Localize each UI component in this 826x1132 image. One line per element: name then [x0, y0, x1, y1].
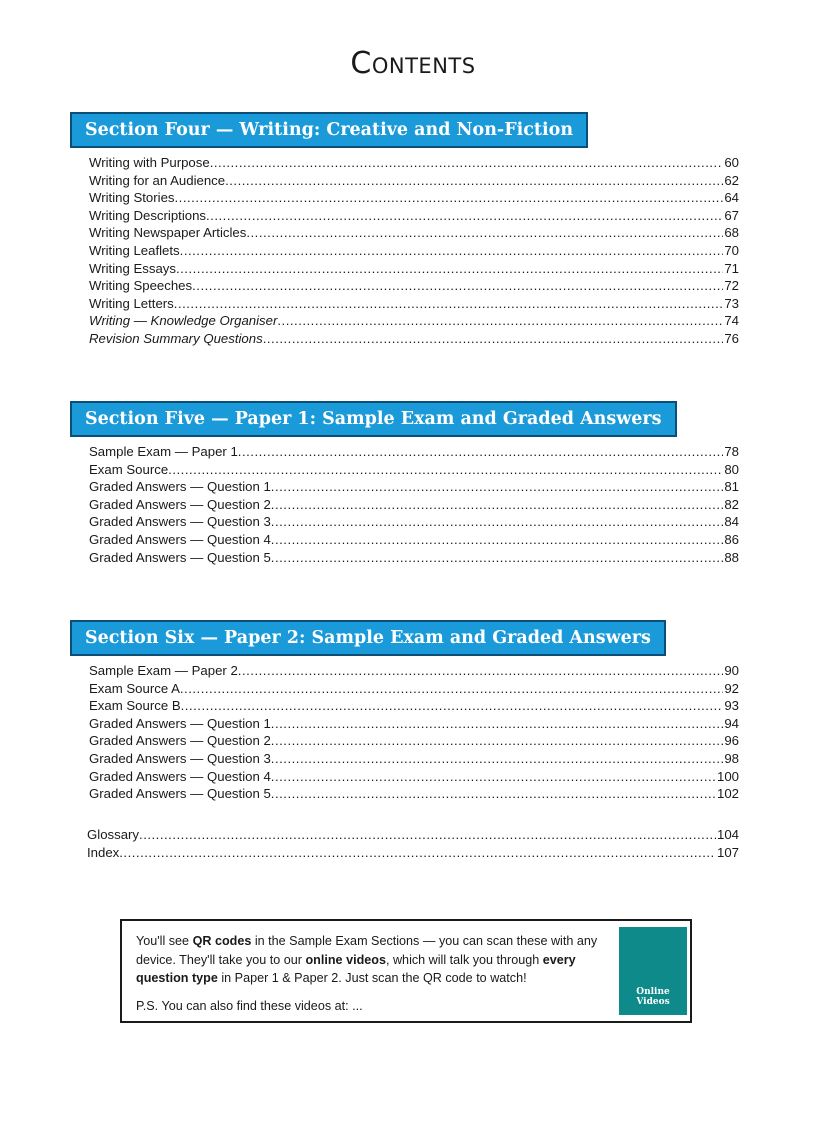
toc-entries	[70, 443, 739, 566]
dot-leader	[168, 461, 723, 479]
toc-entry-label: Writing Speeches	[89, 278, 193, 294]
toc-entry-page: 93	[724, 698, 739, 714]
toc-entry-page: 76	[724, 330, 739, 346]
online-videos-emphasis: online videos	[305, 952, 386, 967]
info-text-part: in Paper 1 & Paper 2. Just scan the QR code to watch!	[217, 971, 527, 985]
dot-leader	[139, 826, 716, 844]
toc-entry-label: Graded Answers — Question 3	[89, 750, 271, 766]
online-videos-label	[619, 987, 687, 1007]
dot-leader	[181, 697, 724, 715]
toc-entry-label: Writing Essays	[89, 260, 176, 276]
toc-entry-label: Glossary	[87, 827, 140, 842]
toc-entry-page: 88	[724, 549, 739, 565]
toc-entry-page: 86	[724, 531, 739, 547]
toc-entry-page: 71	[724, 260, 739, 276]
toc-entry[interactable]	[89, 312, 739, 330]
toc-entry-page: 96	[724, 733, 739, 749]
toc-entry[interactable]	[89, 715, 739, 733]
toc-entry-label: Exam Source B	[89, 698, 181, 714]
toc-entry-page: 67	[724, 207, 739, 223]
toc-entry-page: 78	[724, 444, 739, 459]
dot-leader	[175, 189, 724, 207]
dot-leader	[180, 680, 723, 698]
info-text-part: in the Sample Exam Sections — you can scan these with any device. They'll take you to our	[136, 934, 598, 967]
dot-leader	[271, 513, 724, 531]
section-heading: Section Five — Paper 1: Sample Exam and Graded Answers	[70, 401, 677, 437]
toc-entry[interactable]	[89, 189, 739, 207]
dot-leader	[206, 207, 723, 225]
toc-entry[interactable]	[89, 662, 739, 680]
toc-entry-page: 60	[724, 155, 739, 170]
toc-entry-label: Graded Answers — Question 5	[89, 549, 271, 565]
toc-entry-label: Graded Answers — Question 4	[89, 768, 271, 784]
qr-codes-emphasis: QR codes	[192, 934, 252, 948]
toc-entry[interactable]	[89, 513, 739, 531]
toc-entry-page: 94	[724, 715, 739, 731]
video-label-line: Online	[636, 987, 670, 997]
toc-entry[interactable]	[89, 549, 739, 567]
section-five	[70, 401, 739, 566]
dot-leader	[271, 768, 716, 786]
toc-entry-label: Graded Answers — Question 2	[89, 733, 271, 749]
toc-entry-label: Revision Summary Questions	[89, 330, 263, 346]
toc-entry[interactable]	[89, 531, 739, 549]
toc-entry-page: 107	[716, 844, 739, 860]
toc-entry[interactable]	[89, 732, 739, 750]
dot-leader	[271, 496, 724, 514]
info-text-part: You'll see	[136, 934, 193, 948]
toc-entry-label: Writing for an Audience	[89, 172, 226, 188]
toc-entry-label: Writing Stories	[89, 190, 175, 206]
dot-leader	[271, 478, 724, 496]
toc-entry-label: Exam Source A	[89, 680, 180, 696]
toc-entry-page: 92	[724, 680, 739, 696]
toc-entry-label: Writing Descriptions	[89, 207, 207, 223]
dot-leader	[238, 443, 724, 461]
toc-entry[interactable]	[89, 172, 739, 190]
toc-entries	[70, 662, 739, 803]
toc-entry-label: Sample Exam — Paper 2	[89, 663, 238, 678]
section-heading: Section Six — Paper 2: Sample Exam and Graded Answers	[70, 620, 666, 656]
toc-entry-page: 81	[724, 479, 739, 495]
toc-entry-page: 104	[716, 827, 739, 842]
dot-leader	[192, 277, 723, 295]
toc-entry-label: Writing Newspaper Articles	[89, 225, 247, 241]
question-type-emphasis: every question type	[136, 952, 576, 985]
toc-entry[interactable]	[89, 785, 739, 803]
toc-entry-page: 82	[724, 496, 739, 512]
video-label-line: Videos	[636, 997, 670, 1007]
toc-entry-label: Writing Letters	[89, 295, 174, 311]
toc-entry-label: Writing — Knowledge Organiser	[89, 313, 278, 329]
section-four	[70, 112, 739, 348]
dot-leader	[180, 242, 724, 260]
dot-leader	[210, 154, 724, 172]
back-matter-entries	[87, 826, 739, 861]
toc-entry[interactable]	[89, 154, 739, 172]
toc-entry-page: 84	[724, 514, 739, 530]
toc-entry-page: 72	[724, 278, 739, 294]
section-six	[70, 620, 739, 803]
toc-entry[interactable]	[87, 844, 739, 862]
toc-entries	[70, 154, 739, 348]
page-title: Contents	[350, 46, 476, 81]
dot-leader	[174, 295, 724, 313]
toc-entry-page: 98	[724, 750, 739, 766]
toc-entry[interactable]	[89, 697, 739, 715]
info-text-part: , which will talk you through	[385, 952, 543, 967]
toc-entry-page: 80	[724, 461, 739, 477]
toc-entry[interactable]	[87, 826, 739, 844]
toc-entry-page: 73	[724, 295, 739, 311]
info-text	[136, 932, 616, 1015]
toc-entry-page: 74	[724, 313, 739, 329]
dot-leader	[271, 531, 724, 549]
toc-entry[interactable]	[89, 207, 739, 225]
toc-entry[interactable]	[89, 461, 739, 479]
toc-entry[interactable]	[89, 224, 739, 242]
toc-entry[interactable]	[89, 242, 739, 260]
toc-entry-label: Writing with Purpose	[89, 155, 210, 170]
dot-leader	[176, 260, 723, 278]
toc-entry[interactable]	[89, 277, 739, 295]
dot-leader	[271, 750, 724, 768]
toc-entry-page: 90	[724, 663, 739, 678]
toc-entry-label: Graded Answers — Question 1	[89, 715, 271, 731]
toc-entry-label: Exam Source	[89, 461, 169, 477]
section-heading: Section Four — Writing: Creative and Non-Fiction	[70, 112, 588, 148]
toc-entry-label: Index	[87, 844, 120, 860]
dot-leader	[263, 330, 724, 348]
toc-entry-page: 70	[724, 242, 739, 258]
online-videos-info-box	[120, 919, 692, 1023]
toc-entry[interactable]	[89, 260, 739, 278]
dot-leader	[277, 312, 723, 330]
dot-leader	[119, 844, 716, 862]
online-videos-qr-tile[interactable]	[619, 927, 687, 1015]
toc-entry-label: Writing Leaflets	[89, 242, 180, 258]
toc-entry[interactable]	[89, 496, 739, 514]
toc-entry-page: 62	[724, 172, 739, 188]
toc-entry[interactable]	[89, 680, 739, 698]
dot-leader	[246, 224, 723, 242]
toc-entry[interactable]	[89, 750, 739, 768]
toc-entry[interactable]	[89, 330, 739, 348]
toc-entry-page: 102	[716, 786, 739, 802]
ps-note: P.S. You can also find these videos at: ...	[136, 998, 363, 1013]
toc-entry[interactable]	[89, 295, 739, 313]
toc-entry-label: Graded Answers — Question 2	[89, 496, 271, 512]
toc-entry-page: 64	[724, 190, 739, 206]
toc-entry-label: Graded Answers — Question 4	[89, 531, 271, 547]
dot-leader	[271, 785, 716, 803]
toc-entry-label: Graded Answers — Question 5	[89, 786, 271, 802]
dot-leader	[238, 662, 724, 680]
dot-leader	[271, 732, 724, 750]
dot-leader	[225, 172, 723, 190]
dot-leader	[271, 549, 724, 567]
toc-entry-page: 100	[716, 768, 739, 784]
toc-entry-label: Graded Answers — Question 3	[89, 514, 271, 530]
dot-leader	[271, 715, 724, 733]
toc-entry[interactable]	[89, 478, 739, 496]
toc-entry-page: 68	[724, 225, 739, 241]
toc-entry[interactable]	[89, 768, 739, 786]
toc-entry-label: Sample Exam — Paper 1	[89, 444, 238, 459]
toc-entry[interactable]	[89, 443, 739, 461]
toc-entry-label: Graded Answers — Question 1	[89, 479, 271, 495]
